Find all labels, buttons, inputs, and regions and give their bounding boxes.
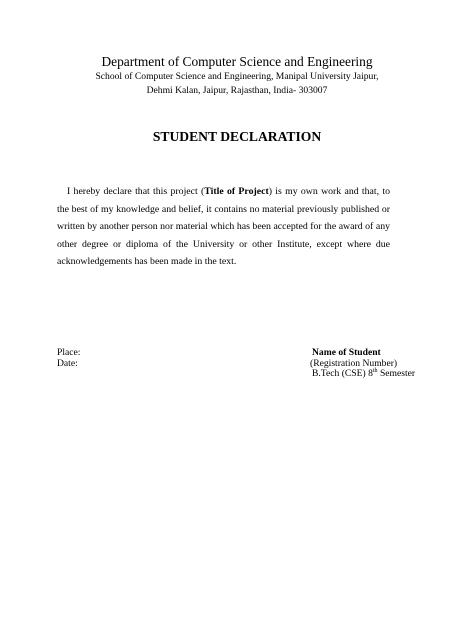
program-prefix: B.Tech (CSE) 8: [312, 368, 373, 379]
place-date-block: [57, 348, 80, 369]
department-name: Department of Computer Science and Engineering: [101, 54, 373, 69]
program-suffix: Semester: [377, 368, 416, 379]
student-name-label: Name of Student: [312, 347, 381, 358]
declaration-paragraph: [57, 183, 390, 271]
page-title: STUDENT DECLARATION: [152, 129, 322, 144]
registration-number-label: (Registration Number): [310, 357, 398, 369]
program-semester-label: [312, 369, 415, 380]
school-address-line-2: Dehmi Kalan, Jaipur, Rajasthan, India- 303007: [146, 85, 328, 96]
student-signature-block: [312, 348, 415, 380]
school-address: [0, 70, 474, 98]
place-label: Place:: [57, 347, 81, 358]
project-title-placeholder: Title of Project: [204, 186, 269, 197]
declaration-text-after: ) is my own work and that, to the best of my knowledge and belief, it contains no material previously published or written by another person nor material which has been accepted for the award of any other degree or diploma of the University or other Institute, except where due acknowledgements has been made in the text.: [57, 186, 390, 268]
school-address-line-1: School of Computer Science and Engineering, Manipal University Jaipur,: [95, 71, 379, 82]
declaration-text-before: I hereby declare that this project (: [67, 186, 205, 197]
program-superscript: th: [372, 367, 378, 374]
date-label: Date:: [57, 357, 78, 369]
